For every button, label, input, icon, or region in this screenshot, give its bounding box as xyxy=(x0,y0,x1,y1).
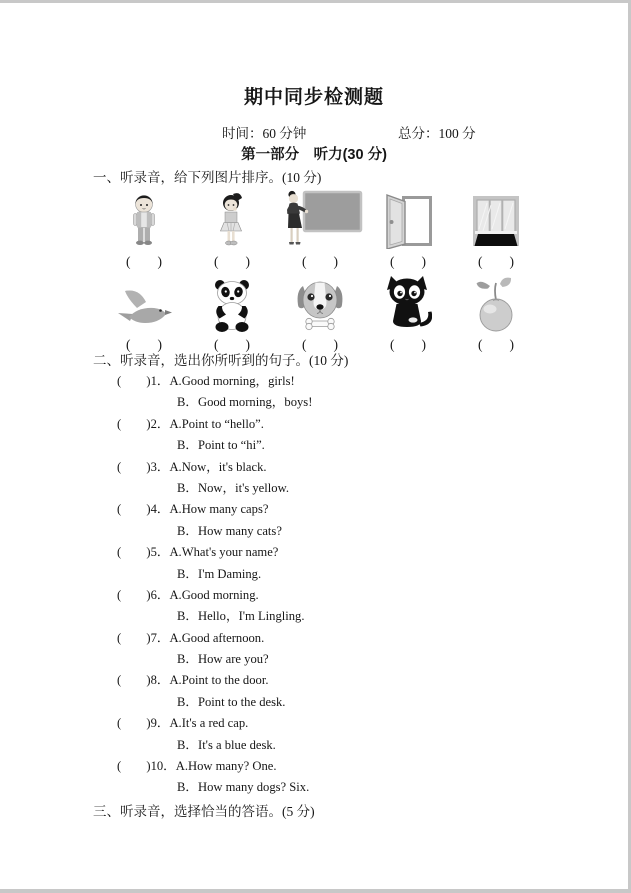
question-9-option-b: B．It's a blue desk. xyxy=(177,737,276,752)
question-3-option-a: ( )3．A.Now，it's black. xyxy=(117,459,267,474)
question-3-option-b: B．Now，it's yellow. xyxy=(177,480,289,495)
picture-open-door xyxy=(364,189,452,249)
question-1-option-a: ( )1．A.Good morning，girls! xyxy=(117,374,295,388)
part1-heading: 第一部分 听力(30 分) xyxy=(241,147,387,163)
answer-blank: ( ) xyxy=(126,337,162,352)
question-1-option-b: B．Good morning，boys! xyxy=(177,395,313,410)
picture-panda xyxy=(188,274,276,333)
answer-blank: ( ) xyxy=(214,337,250,352)
picture-black-cat xyxy=(364,274,452,333)
question-2-option-b: B．Point to “hi”. xyxy=(177,438,265,453)
picture-bird xyxy=(100,274,188,333)
question-4-option-b: B．How many cats? xyxy=(177,523,282,538)
page-edge-top xyxy=(0,0,631,3)
answer-blank: ( ) xyxy=(478,337,514,352)
picture-puppy xyxy=(276,274,364,333)
picture-row-2 xyxy=(100,274,540,333)
question-5-option-a: ( )5．A.What's your name? xyxy=(117,545,279,560)
meta-total-score: 总分：100 分 xyxy=(398,126,476,141)
question-4-option-a: ( )4．A.How many caps? xyxy=(117,502,269,517)
answer-blank: ( ) xyxy=(390,254,426,269)
page-title: 期中同步检测题 xyxy=(243,87,384,108)
answer-blanks-row-1 xyxy=(100,250,540,270)
picture-boy xyxy=(100,189,188,249)
picture-cherry xyxy=(452,274,540,333)
question-2-option-a: ( )2．A.Point to “hello”. xyxy=(117,416,264,431)
answer-blank: ( ) xyxy=(478,254,514,269)
answer-blank: ( ) xyxy=(302,254,338,269)
question-7-option-b: B．How are you? xyxy=(177,652,269,667)
section-two-label: 二、听录音，选出你所听到的句子。(10 分) xyxy=(93,353,349,368)
question-5-option-b: B．I'm Daming. xyxy=(177,566,262,581)
question-9-option-a: ( )9．A.It's a red cap. xyxy=(117,716,249,731)
section-three-label: 三、听录音，选择恰当的答语。(5 分) xyxy=(93,804,315,819)
picture-teacher-blackboard xyxy=(276,189,364,249)
question-8-option-a: ( )8．A.Point to the door. xyxy=(117,673,269,688)
question-10-option-b: B．How many dogs? Six. xyxy=(177,780,310,795)
question-10-option-a: ( )10．A.How many? One. xyxy=(117,759,277,774)
section-one-label: 一、听录音，给下列图片排序。(10 分) xyxy=(93,170,322,185)
question-8-option-b: B．Point to the desk. xyxy=(177,694,286,709)
answer-blank: ( ) xyxy=(126,254,162,269)
picture-girl xyxy=(188,189,276,249)
question-7-option-a: ( )7．A.Good afternoon. xyxy=(117,630,265,645)
question-6-option-b: B．Hello，I'm Lingling. xyxy=(177,609,305,624)
answer-blank: ( ) xyxy=(390,337,426,352)
page-edge-bottom xyxy=(0,889,631,893)
answer-blank: ( ) xyxy=(214,254,250,269)
picture-window xyxy=(452,189,540,249)
meta-time: 时间：60 分钟 xyxy=(222,126,307,141)
exam-paper-page xyxy=(0,3,628,889)
picture-row-1 xyxy=(100,189,540,249)
question-6-option-a: ( )6．A.Good morning. xyxy=(117,587,259,602)
question-list xyxy=(117,371,537,799)
answer-blank: ( ) xyxy=(302,337,338,352)
